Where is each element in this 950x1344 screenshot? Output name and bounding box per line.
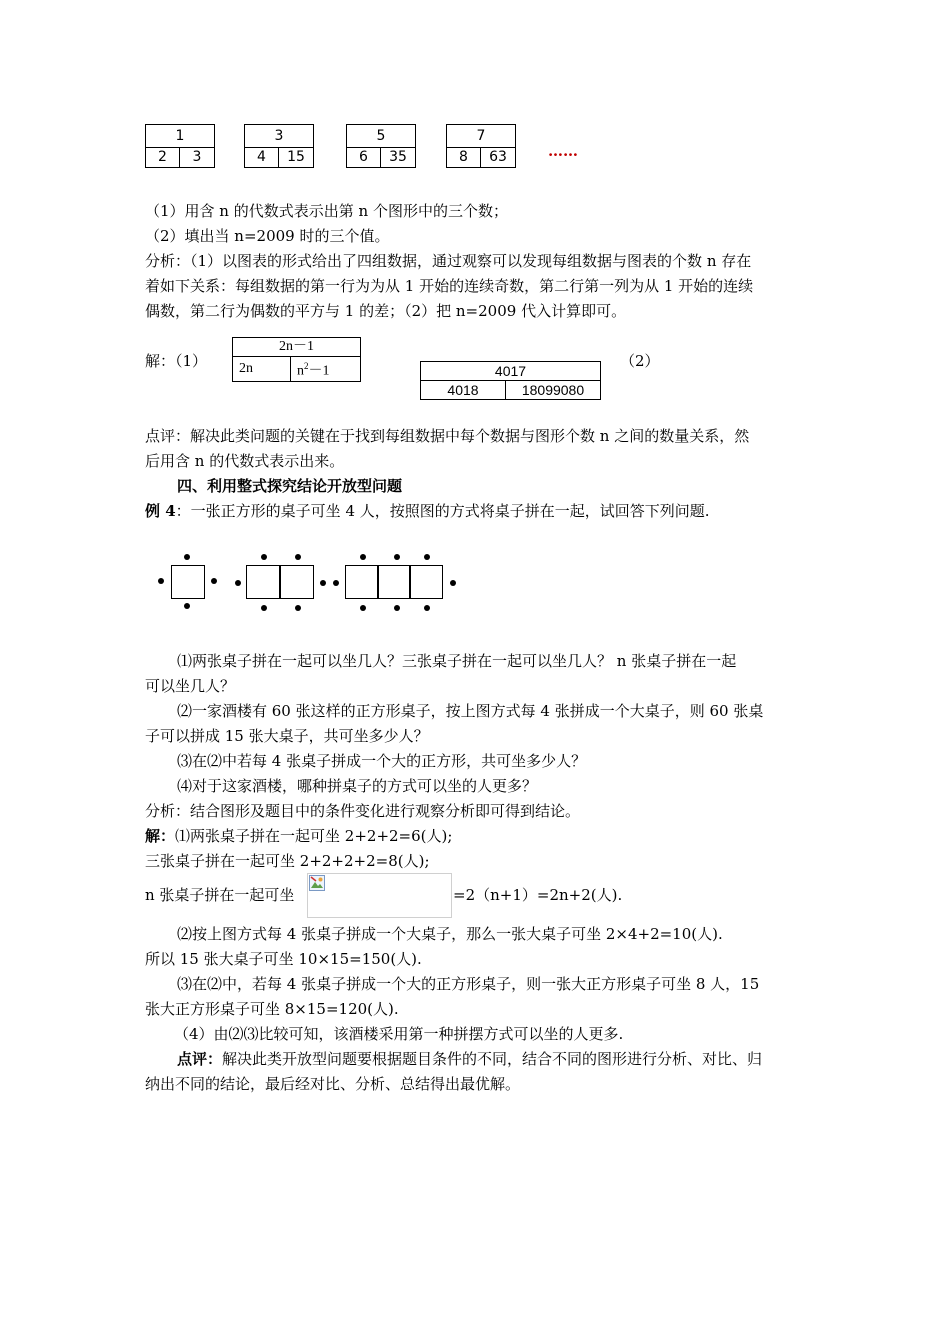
question-1: （1）用含 n 的代数式表示出第 n 个图形中的三个数；	[145, 202, 508, 220]
comment-line-1: 点评：解决此类问题的关键在于找到每组数据中每个数据与图形个数 n 之间的数量关系，然	[145, 427, 750, 445]
answer-label: 解：	[145, 827, 176, 845]
example-label: 例 4	[145, 502, 176, 520]
seat-dot	[211, 578, 217, 584]
analysis-line-2: 着如下关系：每组数据的第一行为为从 1 开始的连续奇数，第二行第一列为从 1 开始的连续	[145, 277, 754, 295]
seat-dot	[295, 605, 301, 611]
question-text: ⑵一家酒楼有 60 张这样的正方形桌子，按上图方式每 4 张拼成一个大桌子，则 60 张桌	[177, 702, 764, 720]
seat-dot	[295, 554, 301, 560]
example-text: ：一张正方形的桌子可坐 4 人，按照图的方式将桌子拼在一起，试回答下列问题.	[175, 502, 710, 520]
solution-table-2-left: 4018	[421, 381, 506, 400]
example-4	[145, 499, 810, 523]
formula-image	[307, 873, 452, 918]
seat-dot	[235, 580, 241, 586]
answer-line-6: ⑶在⑵中，若每 4 张桌子拼成一个大的正方形桌子，则一张大正方形桌子可坐 8 人，15	[177, 975, 760, 993]
seat-dot	[333, 580, 339, 586]
question-text: ⑷对于这家酒楼，哪种拼桌子的方式可以坐的人更多？	[177, 777, 538, 795]
comment-label: 点评：	[177, 1050, 223, 1068]
formula-base: n	[297, 363, 304, 379]
pattern-box-4	[446, 124, 516, 168]
formula-exponent: 2	[304, 361, 309, 371]
single-table	[171, 565, 205, 599]
analysis-2: 分析：结合图形及题目中的条件变化进行观察分析即可得到结论。	[145, 802, 581, 820]
double-table	[246, 565, 314, 599]
answer-line-3a: n 张桌子拼在一起可坐	[145, 886, 295, 904]
seat-dot	[184, 554, 190, 560]
table-divider	[279, 566, 281, 598]
seat-dot	[261, 605, 267, 611]
seat-dot	[424, 554, 430, 560]
comment-line-2: 后用含 n 的代数式表示出来。	[145, 452, 345, 470]
solution-table-2-top: 4017	[421, 362, 601, 381]
pattern-ellipsis: ……	[548, 142, 578, 160]
comment-2-line-2: 纳出不同的结论，最后经对比、分析、总结得出最优解。	[145, 1075, 521, 1093]
seat-dot	[320, 580, 326, 586]
question-2: （2）填出当 n=2009 时的三个值。	[145, 227, 390, 245]
pattern-box-top: 7	[447, 125, 515, 148]
pattern-box-right: 63	[489, 149, 507, 165]
pattern-box-right: 3	[192, 149, 202, 165]
comment-text: 解决此类开放型问题要根据题目条件的不同，结合不同的图形进行分析、对比、归	[222, 1050, 763, 1068]
pattern-box-right: 15	[287, 149, 305, 165]
seat-dot	[158, 578, 164, 584]
question-text: 可以坐几人？	[145, 677, 236, 695]
pattern-box-top: 1	[146, 125, 214, 148]
section-title: 四、利用整式探究结论开放型问题	[177, 477, 403, 495]
question-text: ⑶在⑵中若每 4 张桌子拼成一个大的正方形，共可坐多少人？	[177, 752, 587, 770]
pattern-box-right: 35	[389, 149, 407, 165]
answer-line-1	[145, 824, 810, 848]
broken-image-icon	[309, 875, 325, 891]
answer-line-4: ⑵按上图方式每 4 张桌子拼成一个大桌子，那么一张大桌子可坐 2×4+2=10(人).	[177, 925, 723, 943]
pattern-box-1	[145, 124, 215, 168]
seat-dot	[360, 554, 366, 560]
table-divider	[377, 566, 379, 598]
solution-table-2	[420, 361, 601, 400]
pattern-box-top: 3	[245, 125, 313, 148]
pattern-box-3	[346, 124, 416, 168]
comment-2-line-1	[177, 1047, 810, 1071]
table-divider	[409, 566, 411, 598]
solution-table-1-top: 2n－1	[233, 338, 361, 357]
solution-table-2-right: 18099080	[506, 381, 601, 400]
pattern-box-left: 4	[245, 147, 279, 168]
answer-line-8: （4）由⑵⑶比较可知，该酒楼采用第一种拼摆方式可以坐的人更多.	[174, 1025, 624, 1043]
seat-dot	[261, 554, 267, 560]
seat-dot	[394, 605, 400, 611]
seat-dot	[184, 603, 190, 609]
question-text: 子可以拼成 15 张大桌子，共可坐多少人？	[145, 727, 429, 745]
formula-rest: －1	[308, 363, 330, 379]
pattern-box-2	[244, 124, 314, 168]
seat-dot	[424, 605, 430, 611]
solution-label-2: （2）	[620, 352, 660, 370]
analysis-line-1: 分析：（1）以图表的形式给出了四组数据，通过观察可以发现每组数据与图表的个数 n 存在	[145, 252, 752, 270]
seat-dot	[360, 605, 366, 611]
analysis-line-3: 偶数，第二行为偶数的平方与 1 的差；（2）把 n=2009 代入计算即可。	[145, 302, 627, 320]
pattern-box-left: 2	[146, 147, 180, 168]
question-text: ⑴两张桌子拼在一起可以坐几人？三张桌子拼在一起可以坐几人？ n 张桌子拼在一起	[177, 652, 737, 670]
solution-label: 解：（1）	[145, 352, 208, 370]
solution-table-1-right	[291, 357, 361, 382]
solution-table-1-left: 2n	[233, 357, 291, 382]
triple-table	[345, 565, 443, 599]
solution-table-1	[232, 337, 361, 382]
answer-line-2: 三张桌子拼在一起可坐 2+2+2+2=8(人);	[145, 852, 430, 870]
answer-line-7: 张大正方形桌子可坐 8×15=120(人).	[145, 1000, 399, 1018]
answer-line-3b: =2（n+1）=2n+2(人).	[453, 886, 623, 904]
answer-text: ⑴两张桌子拼在一起可坐 2+2+2=6(人);	[175, 827, 453, 845]
pattern-box-left: 8	[447, 147, 481, 168]
seat-dot	[394, 554, 400, 560]
seat-dot	[450, 580, 456, 586]
pattern-box-top: 5	[347, 125, 415, 148]
pattern-box-left: 6	[347, 147, 381, 168]
answer-line-5: 所以 15 张大桌子可坐 10×15=150(人).	[145, 950, 422, 968]
